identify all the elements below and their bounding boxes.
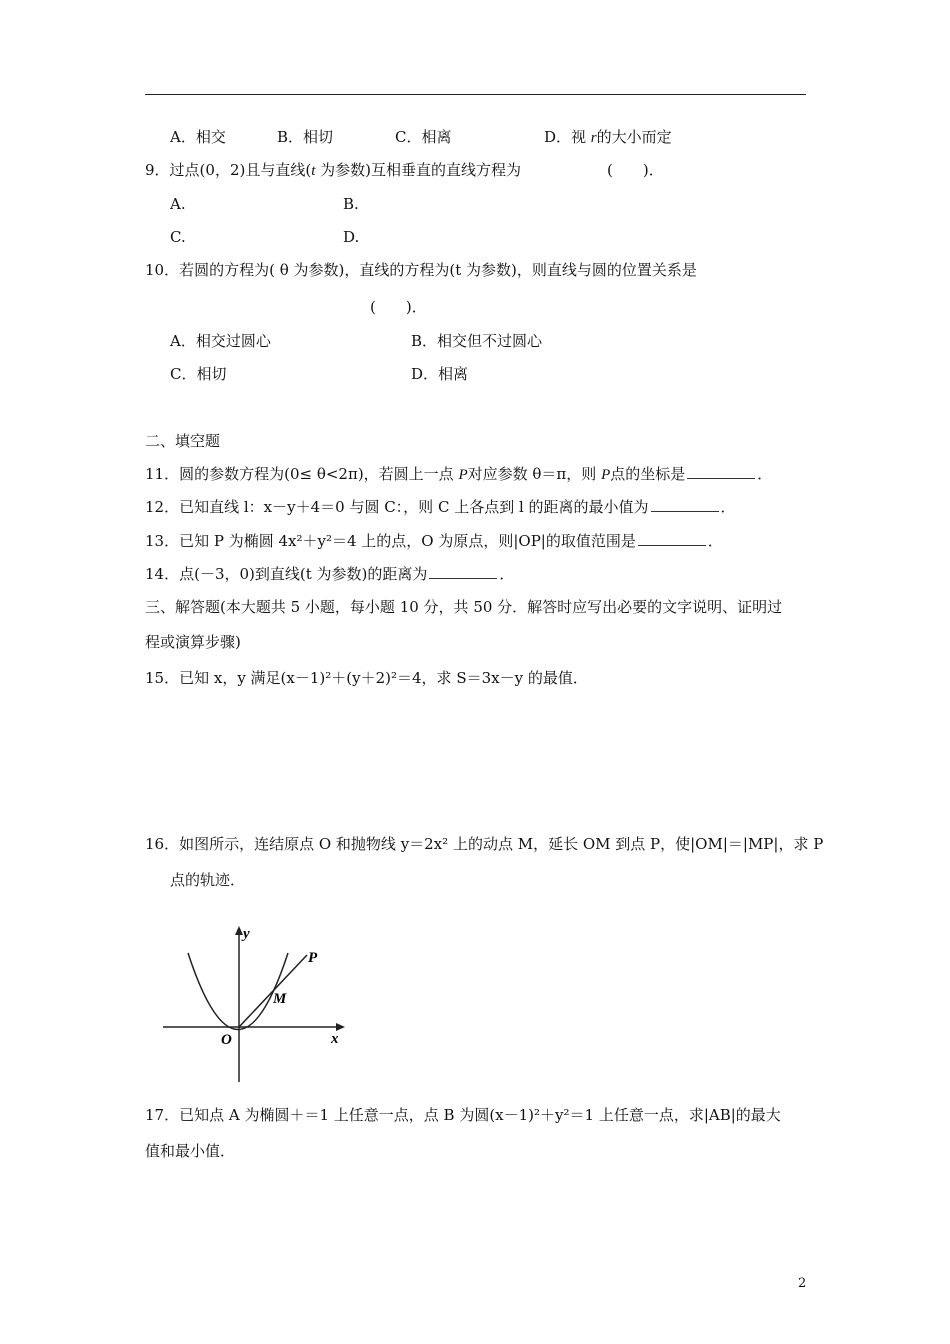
figure-label-p: P [308,950,318,966]
q8-option-c: C．相离 [395,128,452,146]
q10-stem: 10．若圆的方程为( θ 为参数)，直线的方程为(t 为参数)，则直线与圆的位置关系是 [145,261,697,279]
q16-line2: 点的轨迹． [170,871,246,889]
q12: 12．已知直线 l：x－y＋4＝0 与圆 C：，则 C 上各点到 l 的距离的最小值为 ． [145,498,736,516]
q11: 11．圆的参数方程为(0≤ θ<2π)，若圆上一点 P对应参数 θ＝π，则 P点的坐标是 ． [145,465,773,483]
figure-label-y: y [243,926,250,942]
q10-answer-paren: ( )． [370,298,427,316]
q12-blank [651,499,719,512]
q9-answer-paren: ( )． [607,161,664,179]
x-axis-arrow [336,1023,345,1031]
section-solve-heading-line1: 三、解答题(本大题共 5 小题，每小题 10 分，共 50 分．解答时应写出必要的文字说明、证明过 [145,598,783,616]
q16-line1: 16．如图所示，连结原点 O 和抛物线 y＝2x² 上的动点 M，延长 OM 到点 P，使|OM|＝|MP|，求 P [145,835,824,853]
q15: 15．已知 x，y 满足(x－1)²＋(y＋2)²＝4，求 S＝3x－y 的最值． [145,669,588,687]
header-rule [145,94,806,95]
q13: 13．已知 P 为椭圆 4x²＋y²＝4 上的点，O 为原点，则|OP|的取值范围是 ． [145,532,723,550]
q9-option-a: A. [170,195,186,213]
section-fill-in-heading: 二、填空题 [145,432,221,450]
q9-option-d: D. [343,228,360,246]
q9-option-c: C. [170,228,186,246]
q9-option-b: B. [343,195,359,213]
q10-option-b: B．相交但不过圆心 [411,332,543,350]
figure-label-x: x [331,1031,339,1047]
q9-stem: 9．过点(0，2)且与直线(t 为参数)互相垂直的直线方程为 [145,161,521,179]
page-number: 2 [798,1276,807,1291]
q11-blank [687,466,755,479]
q14: 14．点(－3，0)到直线(t 为参数)的距离为 ． [145,565,515,583]
q14-blank [429,566,497,579]
q10-option-a: A．相交过圆心 [170,332,271,350]
q8-option-b: B．相切 [277,128,334,146]
q10-option-d: D．相离 [411,365,469,383]
y-axis-arrow [235,926,243,935]
q10-option-c: C．相切 [170,365,227,383]
parabola-figure [155,920,355,1090]
figure-label-o: O [221,1032,232,1048]
q13-blank [638,533,706,546]
q8-option-a: A．相交 [170,128,226,146]
q17-line1: 17．已知点 A 为椭圆＋＝1 上任意一点，点 B 为圆(x－1)²＋y²＝1 上任意一点，求|AB|的最大 [145,1106,781,1124]
section-solve-heading-line2: 程或演算步骤) [145,633,241,651]
q17-line2: 值和最小值． [145,1142,236,1160]
q8-option-d: D．视 r的大小而定 [544,128,672,146]
figure-label-m: M [273,991,287,1007]
